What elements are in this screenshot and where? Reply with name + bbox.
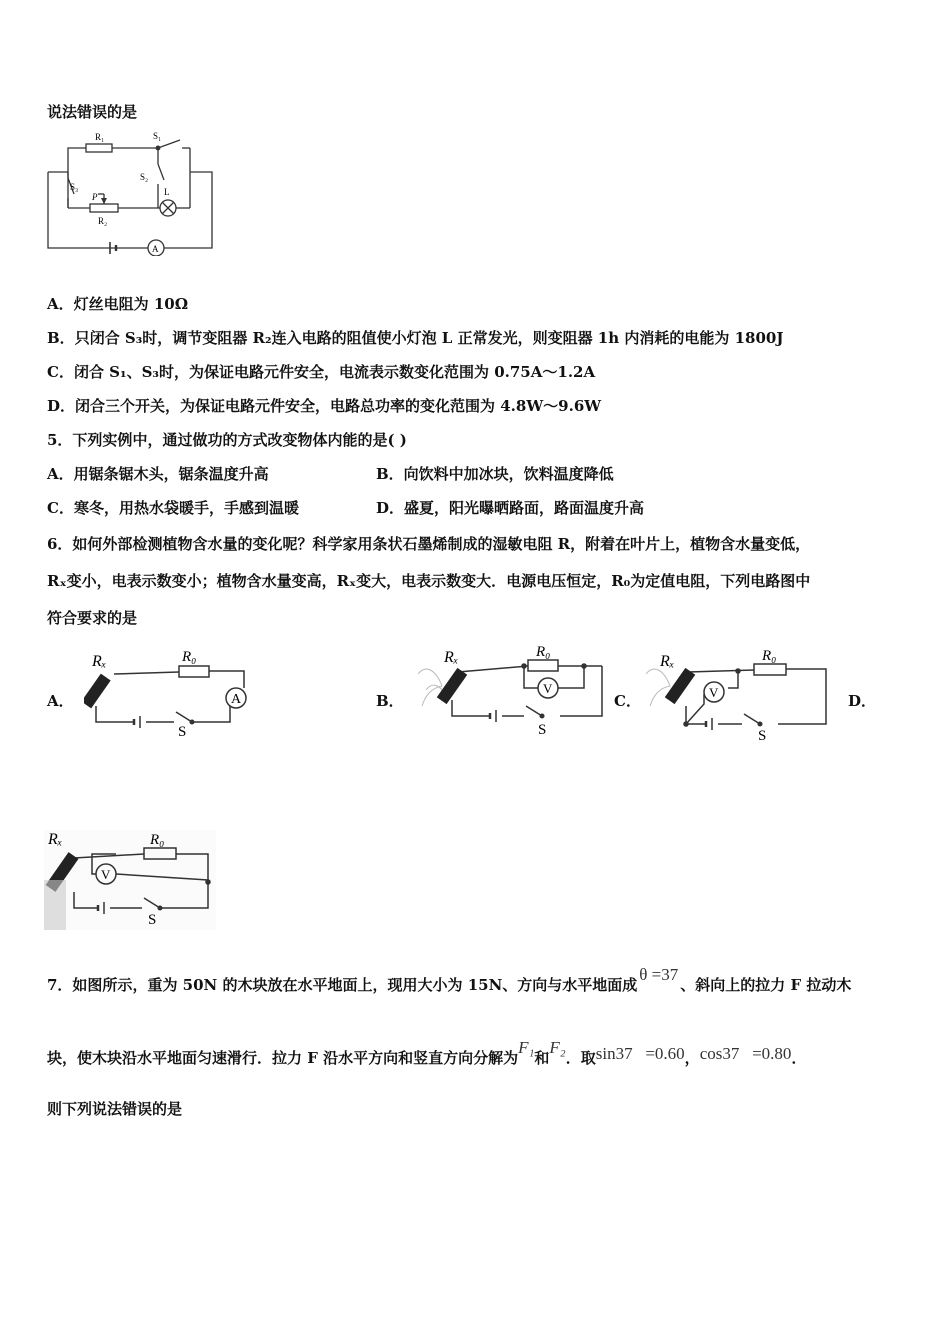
- q7-line3: 则下列说法错误的是: [47, 1100, 183, 1118]
- svg-text:R₀: R₀: [536, 644, 551, 660]
- q6-stem-line3: 符合要求的是: [47, 609, 138, 627]
- label-s3: S₃: [70, 182, 79, 192]
- label-r2: R₂: [98, 216, 108, 226]
- label-l: L: [164, 187, 170, 197]
- q5-option-c: C．寒冬，用热水袋暖手，手感到温暖: [47, 499, 299, 517]
- q7-theta-formula: θ =37: [639, 965, 679, 984]
- q5-stem: 5．下列实例中，通过做功的方式改变物体内能的是( ): [47, 431, 407, 449]
- svg-text:S: S: [148, 912, 157, 928]
- q7-f1-formula: F₁: [518, 1038, 535, 1057]
- svg-text:Rₓ: Rₓ: [444, 649, 459, 666]
- svg-text:Rₓ: Rₓ: [92, 653, 107, 670]
- q6-circuit-a: [84, 644, 259, 736]
- q4-option-c: C．闭合 S₁、S₃时，为保证电路元件安全，电流表示数变化范围为 0.75A～1.2A: [47, 363, 596, 381]
- label-s1: S₁: [153, 131, 162, 141]
- q7-line1: 7．如图所示，重为 50N 的木块放在水平地面上，现用大小为 15N、方向与水平地面成θ =37、斜向上的拉力 F 拉动木: [47, 965, 852, 994]
- label-ammeter: A: [152, 244, 159, 254]
- svg-text:Rₓ: Rₓ: [660, 653, 675, 670]
- q6-option-c-label: C．: [614, 692, 641, 710]
- svg-text:A: A: [231, 692, 242, 707]
- q5-option-a: A．用锯条锯木头，锯条温度升高: [47, 465, 269, 483]
- svg-text:R₀: R₀: [150, 832, 165, 848]
- svg-text:R₀: R₀: [762, 648, 777, 664]
- q4-intro: 说法错误的是: [47, 103, 138, 121]
- svg-text:Rₓ: Rₓ: [48, 831, 63, 848]
- label-r1: R₁: [95, 132, 105, 142]
- q6-circuit-c: [642, 644, 832, 744]
- q6-option-a-label: A．: [47, 692, 74, 710]
- q7-f2-formula: F₂: [549, 1038, 566, 1057]
- q5-option-b: B．向饮料中加冰块，饮料温度降低: [376, 465, 614, 483]
- q4-option-b: B．只闭合 S₃时，调节变阻器 R₂连入电路的阻值使小灯泡 L 正常发光，则变阻器 1h 内消耗的电能为 1800J: [47, 329, 784, 347]
- svg-text:V: V: [543, 681, 553, 696]
- rx-strip-icon: [84, 674, 111, 709]
- q4-option-d: D．闭合三个开关，为保证电路元件安全，电路总功率的变化范围为 4.8W～9.6W: [47, 397, 602, 415]
- r2-slider-arrow-icon: [101, 198, 107, 204]
- q7-sin-formula: sin37 =0.60: [595, 1044, 685, 1063]
- label-p: P: [92, 192, 98, 202]
- q5-option-d: D．盛夏，阳光曝晒路面，路面温度升高: [376, 499, 645, 517]
- svg-text:V: V: [709, 685, 719, 700]
- svg-text:S: S: [538, 722, 547, 738]
- svg-text:V: V: [101, 867, 111, 882]
- svg-text:S: S: [178, 724, 187, 736]
- q4-option-a: A．灯丝电阻为 10Ω: [47, 295, 189, 313]
- q6-option-d-label: D．: [848, 692, 877, 710]
- q6-stem-line2: Rₓ变小，电表示数变小；植物含水量变高，Rₓ变大，电表示数变大．电源电压恒定，R₀为定值电阻，下列电路图中: [47, 572, 811, 590]
- q4-circuit-diagram: [40, 128, 220, 256]
- svg-text:R₀: R₀: [182, 649, 197, 665]
- q6-stem-line1: 6．如何外部检测植物含水量的变化呢？科学家用条状石墨烯制成的湿敏电阻 R，附着在叶片上，植物含水量变低，: [47, 535, 811, 553]
- q6-option-b-label: B．: [376, 692, 404, 710]
- q7-line2: 块，使木块沿水平地面匀速滑行．拉力 F 沿水平方向和竖直方向分解为F₁和F₂．取sin37 =0.60，cos37 =0.80．: [47, 1038, 807, 1067]
- q6-circuit-b: [412, 644, 608, 744]
- label-s2: S₂: [140, 172, 149, 182]
- svg-text:S: S: [758, 728, 767, 744]
- q7-cos-formula: cos37 =0.80: [699, 1044, 792, 1063]
- q6-circuit-d: [44, 830, 216, 930]
